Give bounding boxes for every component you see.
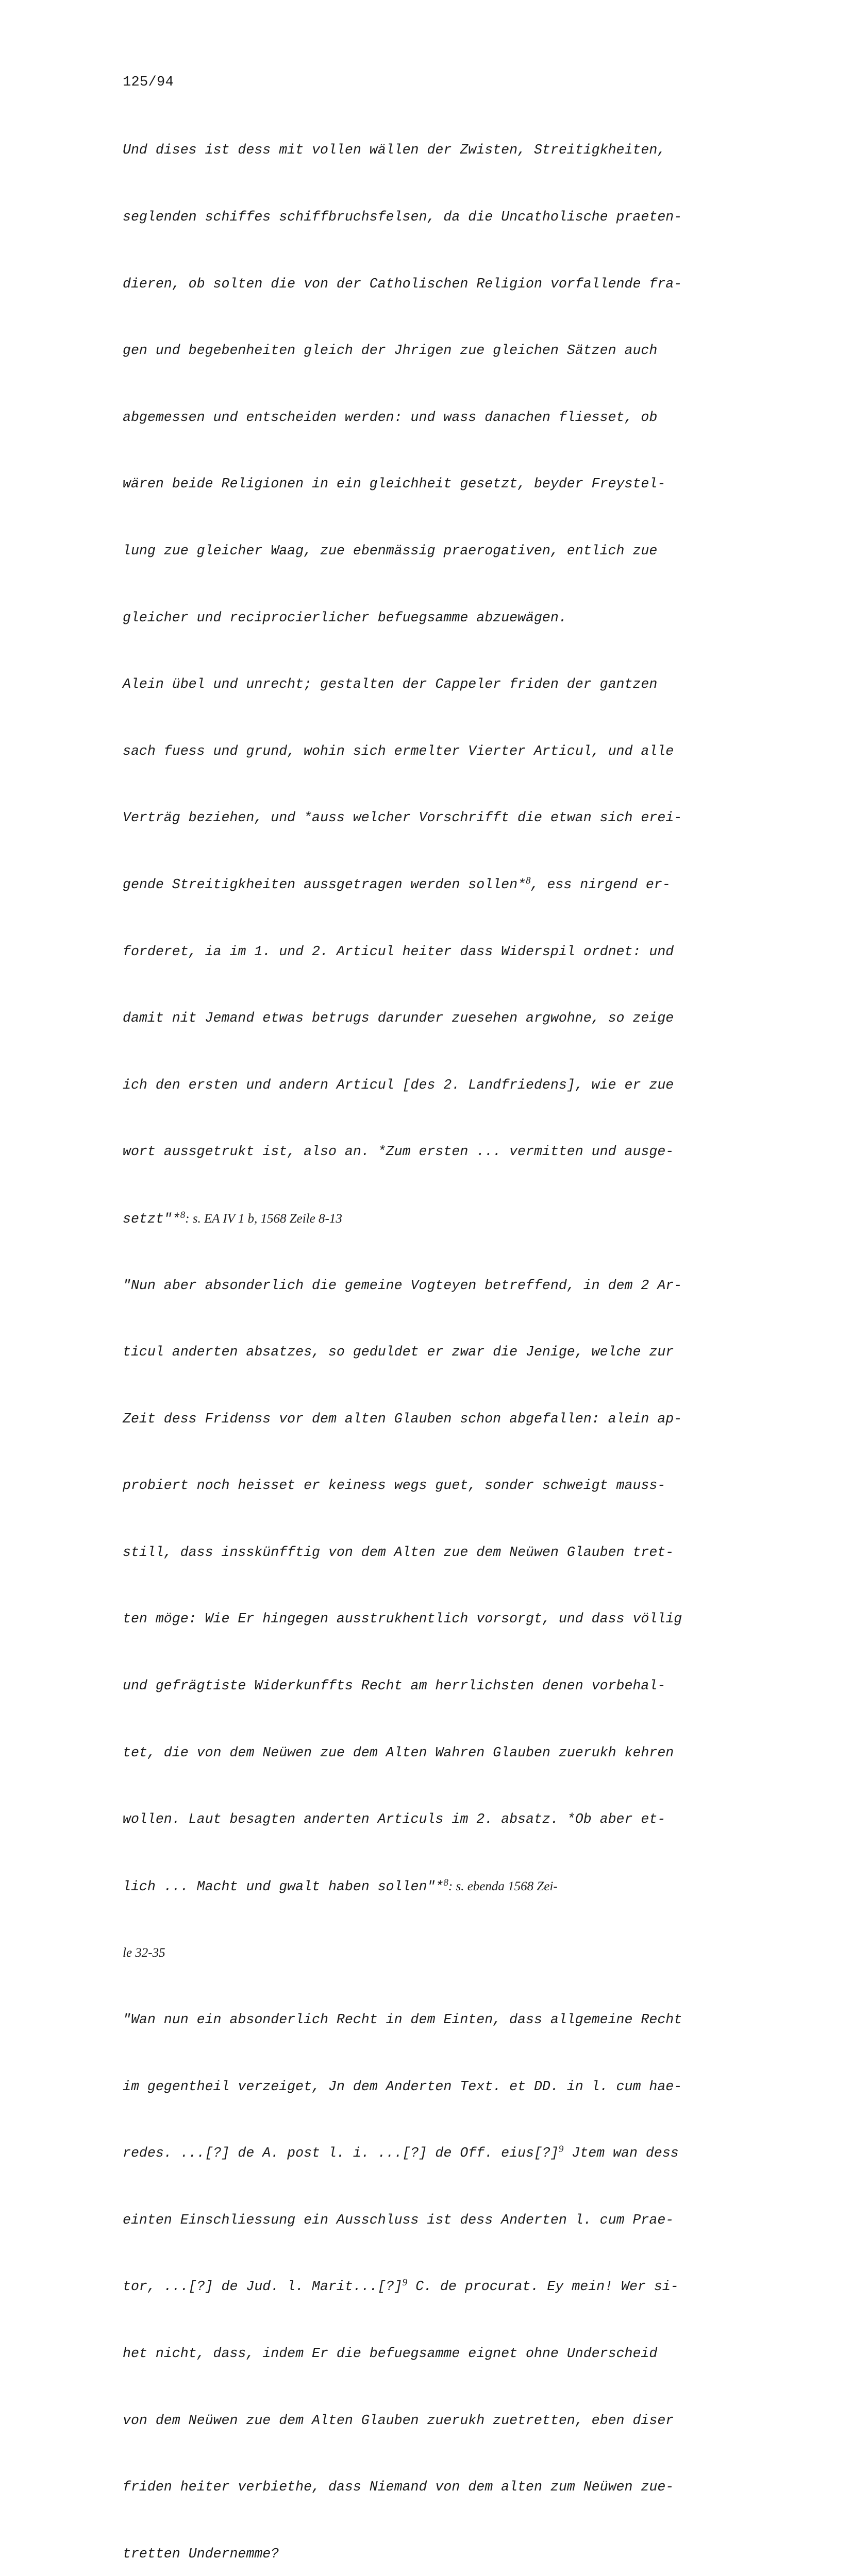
text-line: het nicht, dass, indem Er die befuegsamme eignet ohne Underscheid: [123, 2346, 658, 2361]
document-page: [123, 72, 834, 2576]
text-line: [123, 2276, 834, 2298]
text-line: abgemessen und entscheiden werden: und wass danachen fliesset, ob: [123, 409, 658, 425]
text-line: gleicher und reciprocierlicher befuegsamme abzuewägen.: [123, 609, 567, 625]
text-segment: lich ... Macht und gwalt haben sollen"*: [123, 1878, 444, 1894]
text-line: ich den ersten und andern Articul [des 2. Landfriedens], wie er zue: [123, 1077, 674, 1093]
footnote-ref: 8: [443, 1877, 448, 1888]
text-line: Alein übel und unrecht; gestalten der Cappeler friden der gantzen: [123, 676, 658, 692]
text-line: Zeit dess Fridenss vor dem alten Glauben schon abgefallen: alein ap-: [123, 1411, 682, 1427]
text-segment: redes. ...[?] de A. post l. i. ...[?] de Off. eius[?]: [123, 2145, 559, 2161]
text-line: [123, 2142, 834, 2164]
text-line: einten Einschliessung ein Ausschluss ist dess Anderten l. cum Prae-: [123, 2212, 674, 2228]
page-number: 125/94: [123, 75, 174, 90]
text-line: wollen. Laut besagten anderten Articuls im 2. absatz. *Ob aber et-: [123, 1811, 666, 1827]
text-line: ten möge: Wie Er hingegen ausstrukhentlich vorsorgt, und dass völlig: [123, 1611, 682, 1627]
text-line: im gegentheil verzeiget, Jn dem Anderten Text. et DD. in l. cum hae-: [123, 2078, 682, 2094]
text-segment: setzt"*: [123, 1211, 180, 1227]
text-segment: Jtem wan dess: [563, 2145, 679, 2161]
text-line: Verträg beziehen, und *auss welcher Vorschrifft die etwan sich erei-: [123, 810, 682, 826]
text-segment: , ess nirgend er-: [530, 876, 671, 892]
editorial-note: le 32-35: [123, 1946, 165, 1960]
text-line: lung zue gleicher Waag, zue ebenmässig praerogativen, entlich zue: [123, 543, 658, 558]
text-segment: tor, ...[?] de Jud. l. Marit...[?]: [123, 2279, 403, 2295]
text-line: tretten Undernemme?: [123, 2546, 279, 2562]
text-line: [123, 874, 834, 896]
text-line: dieren, ob solten die von der Catholischen Religion vorfallende fra-: [123, 276, 682, 292]
footnote-ref: 8: [180, 1209, 186, 1221]
footnote-ref: 9: [558, 2144, 564, 2155]
footnote-ref: 9: [402, 2277, 408, 2289]
text-line: Und dises ist dess mit vollen wällen der Zwisten, Streitigkheiten,: [123, 142, 666, 158]
text-line: still, dass insskünfftig von dem Alten zue dem Neüwen Glauben tret-: [123, 1544, 674, 1560]
text-line: tet, die von dem Neüwen zue dem Alten Wahren Glauben zuerukh kehren: [123, 1744, 674, 1760]
text-line: von dem Neüwen zue dem Alten Glauben zuerukh zuetretten, eben diser: [123, 2412, 674, 2428]
text-line: sach fuess und grund, wohin sich ermelter Vierter Articul, und alle: [123, 743, 674, 759]
footnote-ref: 8: [525, 875, 531, 886]
text-line: wären beide Religionen in ein gleichheit gesetzt, beyder Freystel-: [123, 476, 666, 492]
text-line: [123, 1208, 834, 1230]
text-line: damit nit Jemand etwas betrugs darunder zuesehen argwohne, so zeige: [123, 1010, 674, 1026]
text-segment: C. de procurat. Ey mein! Wer si-: [407, 2279, 679, 2295]
text-line: wort aussgetrukt ist, also an. *Zum ersten ... vermitten und ausge-: [123, 1144, 674, 1160]
text-segment: gende Streitigkheiten aussgetragen werden sollen*: [123, 876, 526, 892]
text-line: und gefrägtiste Widerkunffts Recht am herrlichsten denen vorbehal-: [123, 1678, 666, 1694]
document-body: [123, 95, 834, 2576]
text-line: friden heiter verbiethe, dass Niemand von dem alten zum Neüwen zue-: [123, 2479, 674, 2495]
text-line: seglenden schiffes schiffbruchsfelsen, da die Uncatholische praeten-: [123, 209, 682, 225]
editorial-note: : s. ebenda 1568 Zei-: [448, 1879, 558, 1893]
editorial-note: : s. EA IV 1 b, 1568 Zeile 8-13: [185, 1211, 342, 1226]
text-line: probiert noch heisset er keiness wegs guet, sonder schweigt mauss-: [123, 1478, 666, 1494]
text-line: gen und begebenheiten gleich der Jhrigen zue gleichen Sätzen auch: [123, 343, 658, 359]
text-line: ticul anderten absatzes, so geduldet er zwar die Jenige, welche zur: [123, 1344, 674, 1360]
text-line: "Nun aber absonderlich die gemeine Vogteyen betreffend, in dem 2 Ar-: [123, 1277, 682, 1293]
text-line: [123, 1875, 834, 1897]
text-line: "Wan nun ein absonderlich Recht in dem Einten, dass allgemeine Recht: [123, 2012, 682, 2028]
text-line: forderet, ia im 1. und 2. Articul heiter dass Widerspil ordnet: und: [123, 943, 674, 959]
